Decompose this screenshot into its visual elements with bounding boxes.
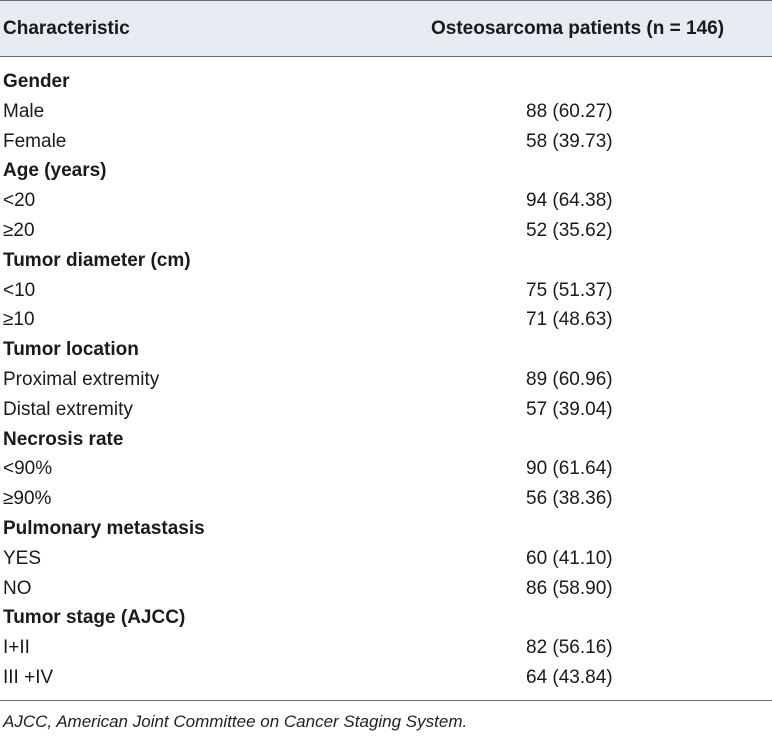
- row-label: ≥90%: [3, 488, 52, 510]
- table-row: [0, 336, 772, 366]
- table-row: [0, 157, 772, 187]
- row-label: I+II: [3, 637, 30, 659]
- header-patients: Osteosarcoma patients (n = 146): [431, 18, 725, 39]
- table-row: [0, 68, 772, 98]
- table-row: [0, 366, 772, 396]
- row-value: 88 (60.27): [526, 100, 613, 122]
- row-value: 64 (43.84): [526, 666, 613, 688]
- table-row: [0, 485, 772, 515]
- row-label: Age (years): [3, 160, 107, 182]
- row-label: Tumor diameter (cm): [3, 249, 191, 271]
- row-value: 75 (51.37): [526, 279, 613, 301]
- table-row: [0, 515, 772, 545]
- table-row: [0, 128, 772, 158]
- row-value: 52 (35.62): [526, 219, 613, 241]
- table-row: [0, 306, 772, 336]
- row-label: <90%: [3, 458, 53, 480]
- table-row: [0, 396, 772, 426]
- table-row: [0, 634, 772, 664]
- table-body: [0, 57, 772, 694]
- row-value: 94 (64.38): [526, 190, 613, 212]
- row-label: III +IV: [3, 666, 54, 688]
- row-value: 57 (39.04): [526, 398, 613, 420]
- table-footnote: AJCC, American Joint Committee on Cancer Staging System.: [3, 712, 468, 731]
- row-value: 71 (48.63): [526, 309, 613, 331]
- row-label: YES: [3, 547, 42, 569]
- table-header: [0, 0, 772, 57]
- row-label: Female: [3, 130, 67, 152]
- table-row: [0, 455, 772, 485]
- row-label: Distal extremity: [3, 398, 133, 420]
- row-label: Proximal extremity: [3, 368, 160, 390]
- table-row: [0, 575, 772, 605]
- row-value: 89 (60.96): [526, 368, 613, 390]
- row-value: 58 (39.73): [526, 130, 613, 152]
- row-label: Pulmonary metastasis: [3, 517, 205, 539]
- table-row: [0, 217, 772, 247]
- table-bottom-rule: [0, 700, 772, 701]
- row-value: 60 (41.10): [526, 547, 613, 569]
- table-row: [0, 604, 772, 634]
- table-row: [0, 187, 772, 217]
- row-value: 56 (38.36): [526, 488, 613, 510]
- row-value: 86 (58.90): [526, 577, 613, 599]
- table-row: [0, 545, 772, 575]
- row-label: ≥20: [3, 219, 35, 241]
- table-row: [0, 664, 772, 694]
- row-label: Male: [3, 100, 45, 122]
- row-label: NO: [3, 577, 32, 599]
- row-label: Gender: [3, 71, 70, 92]
- row-label: <20: [3, 190, 36, 212]
- header-characteristic: Characteristic: [3, 18, 130, 39]
- table-row: [0, 98, 772, 128]
- table-row: [0, 426, 772, 456]
- table-row: [0, 277, 772, 307]
- row-value: 82 (56.16): [526, 637, 613, 659]
- row-value: 90 (61.64): [526, 458, 613, 480]
- row-label: Necrosis rate: [3, 428, 124, 450]
- row-label: ≥10: [3, 309, 35, 331]
- table-row: [0, 247, 772, 277]
- row-label: Tumor location: [3, 339, 139, 361]
- row-label: <10: [3, 279, 36, 301]
- row-label: Tumor stage (AJCC): [3, 607, 186, 629]
